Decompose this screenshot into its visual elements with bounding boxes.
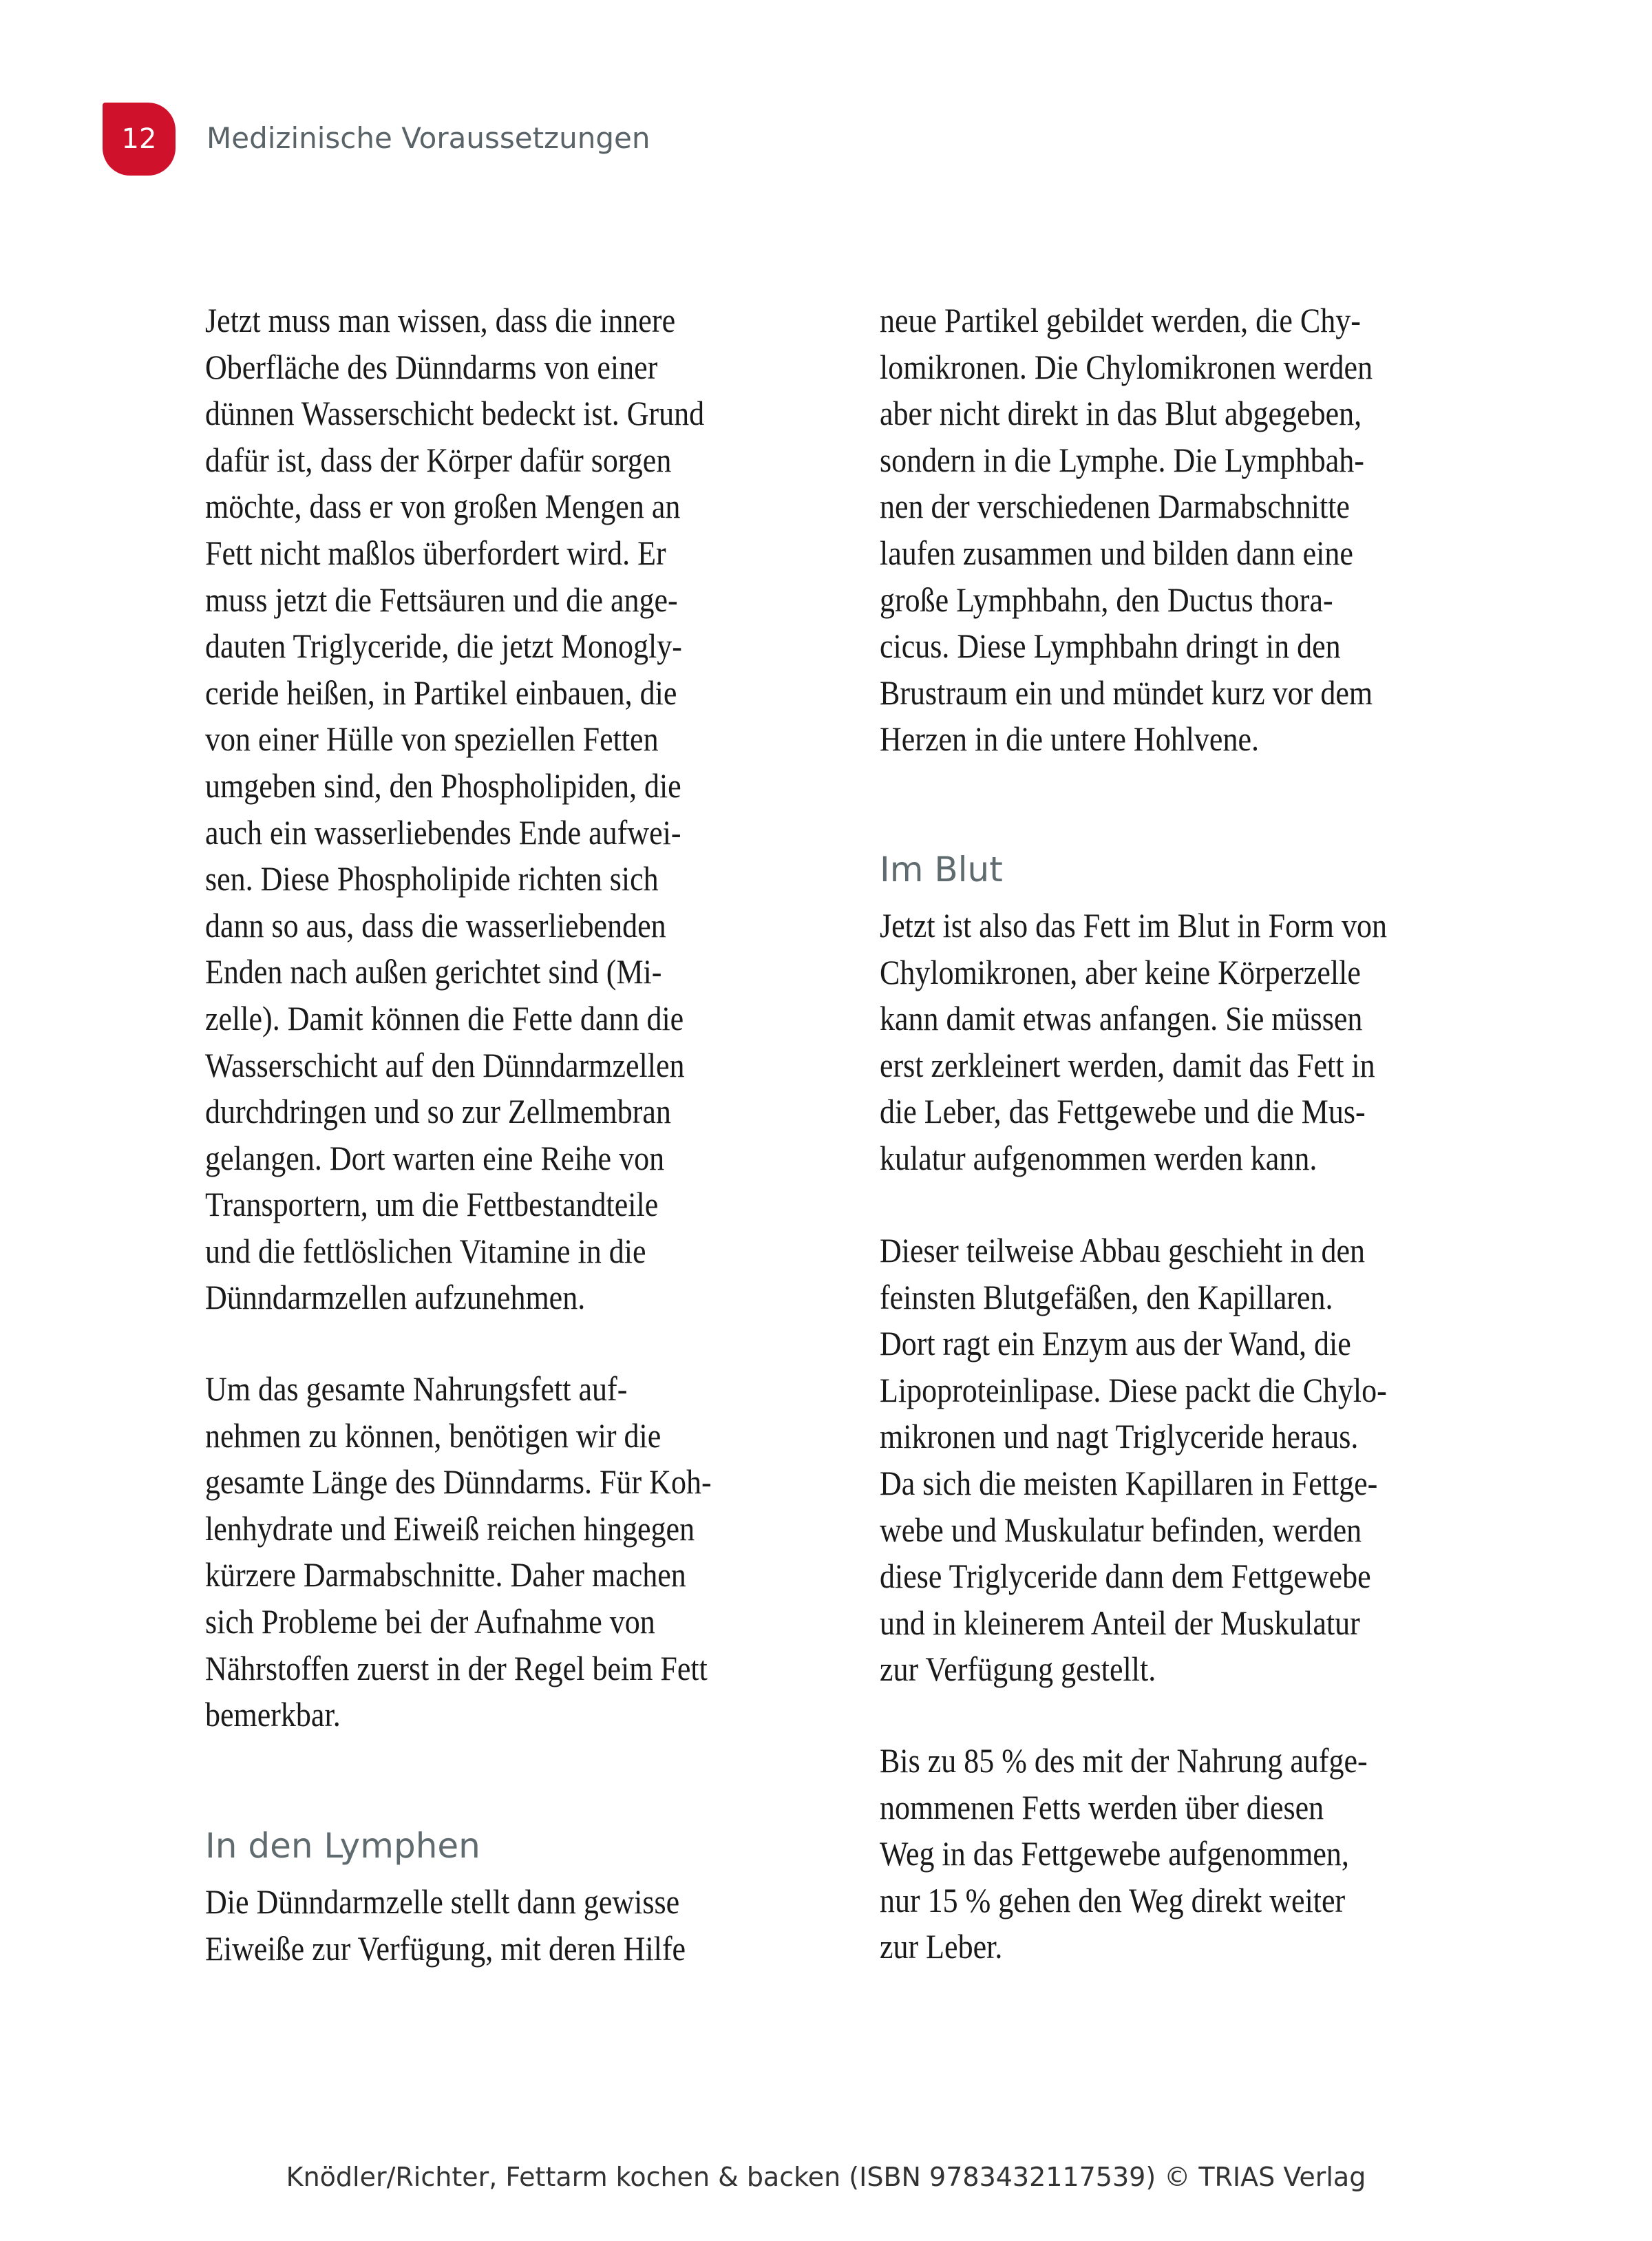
text-line: sich Probleme bei der Aufnahme von [205, 1601, 655, 1641]
text-line: zur Verfügung gestellt. [880, 1650, 1156, 1689]
text-line: ceride heißen, in Partikel einbauen, die [205, 673, 677, 712]
text-line: Nährstoffen zuerst in der Regel beim Fett [205, 1648, 708, 1687]
text-line: neue Partikel gebildet werden, die Chy- [880, 301, 1361, 339]
text-line: durchdringen und so zur Zellmembran [205, 1092, 671, 1131]
text-line: Die Dünndarmzelle stellt dann gewisse [205, 1882, 680, 1921]
running-title: Medizinische Voraussetzungen [206, 121, 650, 155]
page-number-badge [103, 103, 176, 176]
text-line: gesamte Länge des Dünndarms. Für Koh- [205, 1462, 712, 1502]
text-line: auch ein wasserliebendes Ende aufwei- [205, 812, 681, 852]
text-line: muss jetzt die Fettsäuren und die ange- [205, 580, 678, 619]
section-heading-lymphen: In den Lymphen [205, 1826, 480, 1866]
text-line: Dort ragt ein Enzym aus der Wand, die [880, 1324, 1351, 1363]
text-line: zelle). Damit können die Fette dann die [205, 998, 684, 1038]
text-line: sondern in die Lymphe. Die Lymphbah- [880, 440, 1364, 479]
text-line: lomikronen. Die Chylomikronen werden [880, 347, 1373, 386]
text-line: Oberfläche des Dünndarms von einer [205, 347, 658, 386]
text-line: kürzere Darmabschnitte. Daher machen [205, 1555, 686, 1595]
text-line: nur 15 % gehen den Weg direkt weiter [880, 1880, 1346, 1919]
text-line: große Lymphbahn, den Ductus thora- [880, 580, 1333, 619]
text-line: mikronen und nagt Triglyceride heraus. [880, 1417, 1359, 1456]
text-line: dauten Triglyceride, die jetzt Monogly- [205, 627, 682, 666]
text-line: kann damit etwas anfangen. Sie müssen [880, 999, 1363, 1038]
text-line: Eiweiße zur Verfügung, mit deren Hilfe [205, 1928, 686, 1968]
text-line: und die fettlöslichen Vitamine in die [205, 1231, 646, 1270]
text-line: möchte, dass er von großen Mengen an [205, 487, 681, 526]
text-line: dünnen Wasserschicht bedeckt ist. Grund [205, 394, 705, 433]
text-line: Da sich die meisten Kapillaren in Fettge- [880, 1463, 1378, 1502]
text-line: nommenen Fetts werden über diesen [880, 1787, 1324, 1827]
text-line: Lipoproteinlipase. Diese packt die Chylo- [880, 1370, 1387, 1409]
paragraph [880, 1738, 1434, 1970]
text-line: aber nicht direkt in das Blut abgegeben, [880, 394, 1362, 433]
text-line: Transportern, um die Fettbestandteile [205, 1185, 659, 1224]
text-line: feinsten Blutgefäßen, den Kapillaren. [880, 1277, 1333, 1316]
paragraph [205, 297, 772, 1321]
text-line: zur Leber. [880, 1927, 1003, 1966]
text-line: von einer Hülle von speziellen Fetten [205, 719, 659, 759]
text-line: laufen zusammen und bilden dann eine [880, 533, 1353, 572]
text-line: diese Triglyceride dann dem Fettgewebe [880, 1557, 1371, 1596]
text-line: cicus. Diese Lymphbahn dringt in den [880, 627, 1341, 666]
text-line: lenhydrate und Eiweiß reichen hingegen [205, 1508, 695, 1548]
paragraph [205, 1879, 751, 1972]
text-line: Fett nicht maßlos überfordert wird. Er [205, 533, 666, 572]
paragraph [205, 1366, 781, 1738]
text-line: Enden nach außen gerichtet sind (Mi- [205, 952, 662, 991]
paragraph [880, 903, 1457, 1182]
text-line: Um das gesamte Nahrungsfett auf- [205, 1369, 628, 1408]
text-line: Dünndarmzellen aufzunehmen. [205, 1278, 586, 1317]
text-line: nen der verschiedenen Darmabschnitte [880, 487, 1350, 526]
paragraph [880, 297, 1440, 763]
section-heading-blut: Im Blut [880, 850, 1003, 890]
paragraph [880, 1228, 1456, 1693]
text-line: und in kleinerem Anteil der Muskulatur [880, 1603, 1360, 1642]
text-line: Jetzt ist also das Fett im Blut in Form von [880, 906, 1387, 945]
text-line: dann so aus, dass die wasserliebenden [205, 905, 666, 945]
text-line: bemerkbar. [205, 1695, 341, 1734]
footer-citation: Knödler/Richter, Fettarm kochen & backen (ISBN 9783432117539) © TRIAS Verlag [286, 2162, 1366, 2192]
text-line: Jetzt muss man wissen, dass die innere [205, 301, 676, 339]
text-line: kulatur aufgenommen werden kann. [880, 1138, 1317, 1177]
text-line: die Leber, das Fettgewebe und die Mus- [880, 1092, 1366, 1131]
text-line: dafür ist, dass der Körper dafür sorgen [205, 440, 672, 479]
text-line: Herzen in die untere Hohlvene. [880, 719, 1259, 759]
page-number: 12 [121, 123, 157, 155]
text-line: Wasserschicht auf den Dünndarmzellen [205, 1045, 685, 1084]
text-line: sen. Diese Phospholipide richten sich [205, 859, 659, 898]
text-line: erst zerkleinert werden, damit das Fett in [880, 1045, 1375, 1084]
text-line: webe und Muskulatur befinden, werden [880, 1510, 1362, 1549]
text-line: Weg in das Fettgewebe aufgenommen, [880, 1834, 1349, 1873]
text-line: Brustraum ein und mündet kurz vor dem [880, 673, 1373, 712]
text-line: gelangen. Dort warten eine Reihe von [205, 1138, 665, 1177]
text-line: nehmen zu können, benötigen wir die [205, 1416, 661, 1455]
text-line: umgeben sind, den Phospholipiden, die [205, 766, 681, 805]
text-line: Chylomikronen, aber keine Körperzelle [880, 952, 1361, 991]
text-line: Bis zu 85 % des mit der Nahrung aufge- [880, 1741, 1368, 1780]
text-line: Dieser teilweise Abbau geschieht in den [880, 1231, 1366, 1270]
